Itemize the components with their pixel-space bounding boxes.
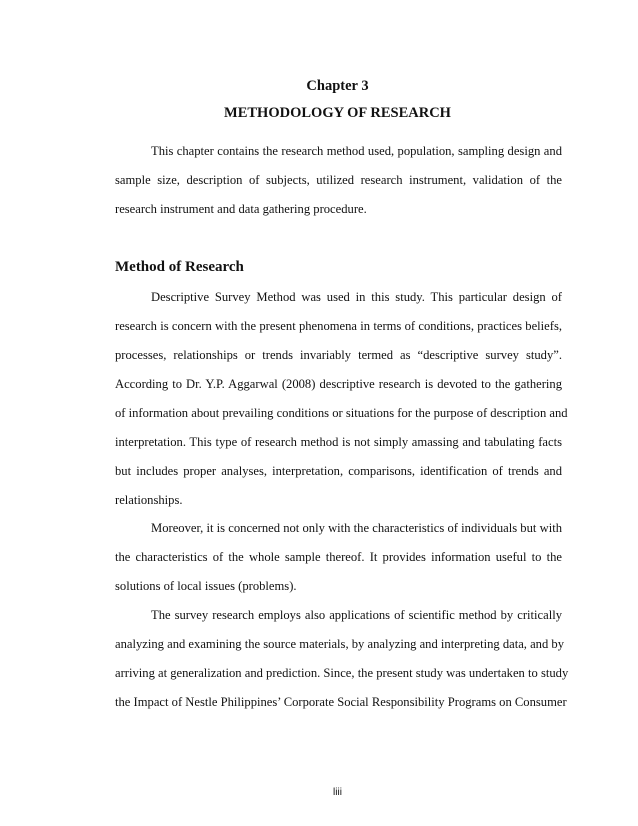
text-line: This chapter contains the research method used, population, sampling design and <box>151 144 562 158</box>
text-line: the characteristics of the whole sample thereof. It provides information useful to the <box>115 550 562 564</box>
text-line: the Impact of Nestle Philippines’ Corporate Social Responsibility Programs on Consumer <box>115 695 567 709</box>
text-line: sample size, description of subjects, utilized research instrument, validation of the <box>115 173 562 187</box>
text-line: The survey research employs also applications of scientific method by critically <box>151 608 562 622</box>
text-line: arriving at generalization and prediction. Since, the present study was undertaken to study <box>115 666 569 680</box>
chapter-number: Chapter 3 <box>306 78 369 94</box>
text-line: relationships. <box>115 493 183 507</box>
text-line: research is concern with the present phenomena in terms of conditions, practices beliefs, <box>115 319 562 333</box>
text-line: solutions of local issues (problems). <box>115 579 297 593</box>
text-line: interpretation. This type of research method is not simply amassing and tabulating facts <box>115 435 562 449</box>
text-line: of information about prevailing conditions or situations for the purpose of description and <box>115 406 568 420</box>
text-line: analyzing and examining the source materials, by analyzing and interpreting data, and by <box>115 637 565 651</box>
page-number: liii <box>333 787 342 798</box>
text-line: processes, relationships or trends invariably termed as “descriptive survey study”. <box>115 348 562 362</box>
text-line: Descriptive Survey Method was used in this study. This particular design of <box>151 290 562 304</box>
text-line: research instrument and data gathering procedure. <box>115 202 367 216</box>
text-line: but includes proper analyses, interpretation, comparisons, identification of trends and <box>115 464 562 478</box>
text-line: According to Dr. Y.P. Aggarwal (2008) descriptive research is devoted to the gathering <box>115 377 562 391</box>
text-line: Moreover, it is concerned not only with the characteristics of individuals but with <box>151 521 562 535</box>
section-heading: Method of Research <box>115 259 244 275</box>
chapter-title: METHODOLOGY OF RESEARCH <box>224 105 451 121</box>
